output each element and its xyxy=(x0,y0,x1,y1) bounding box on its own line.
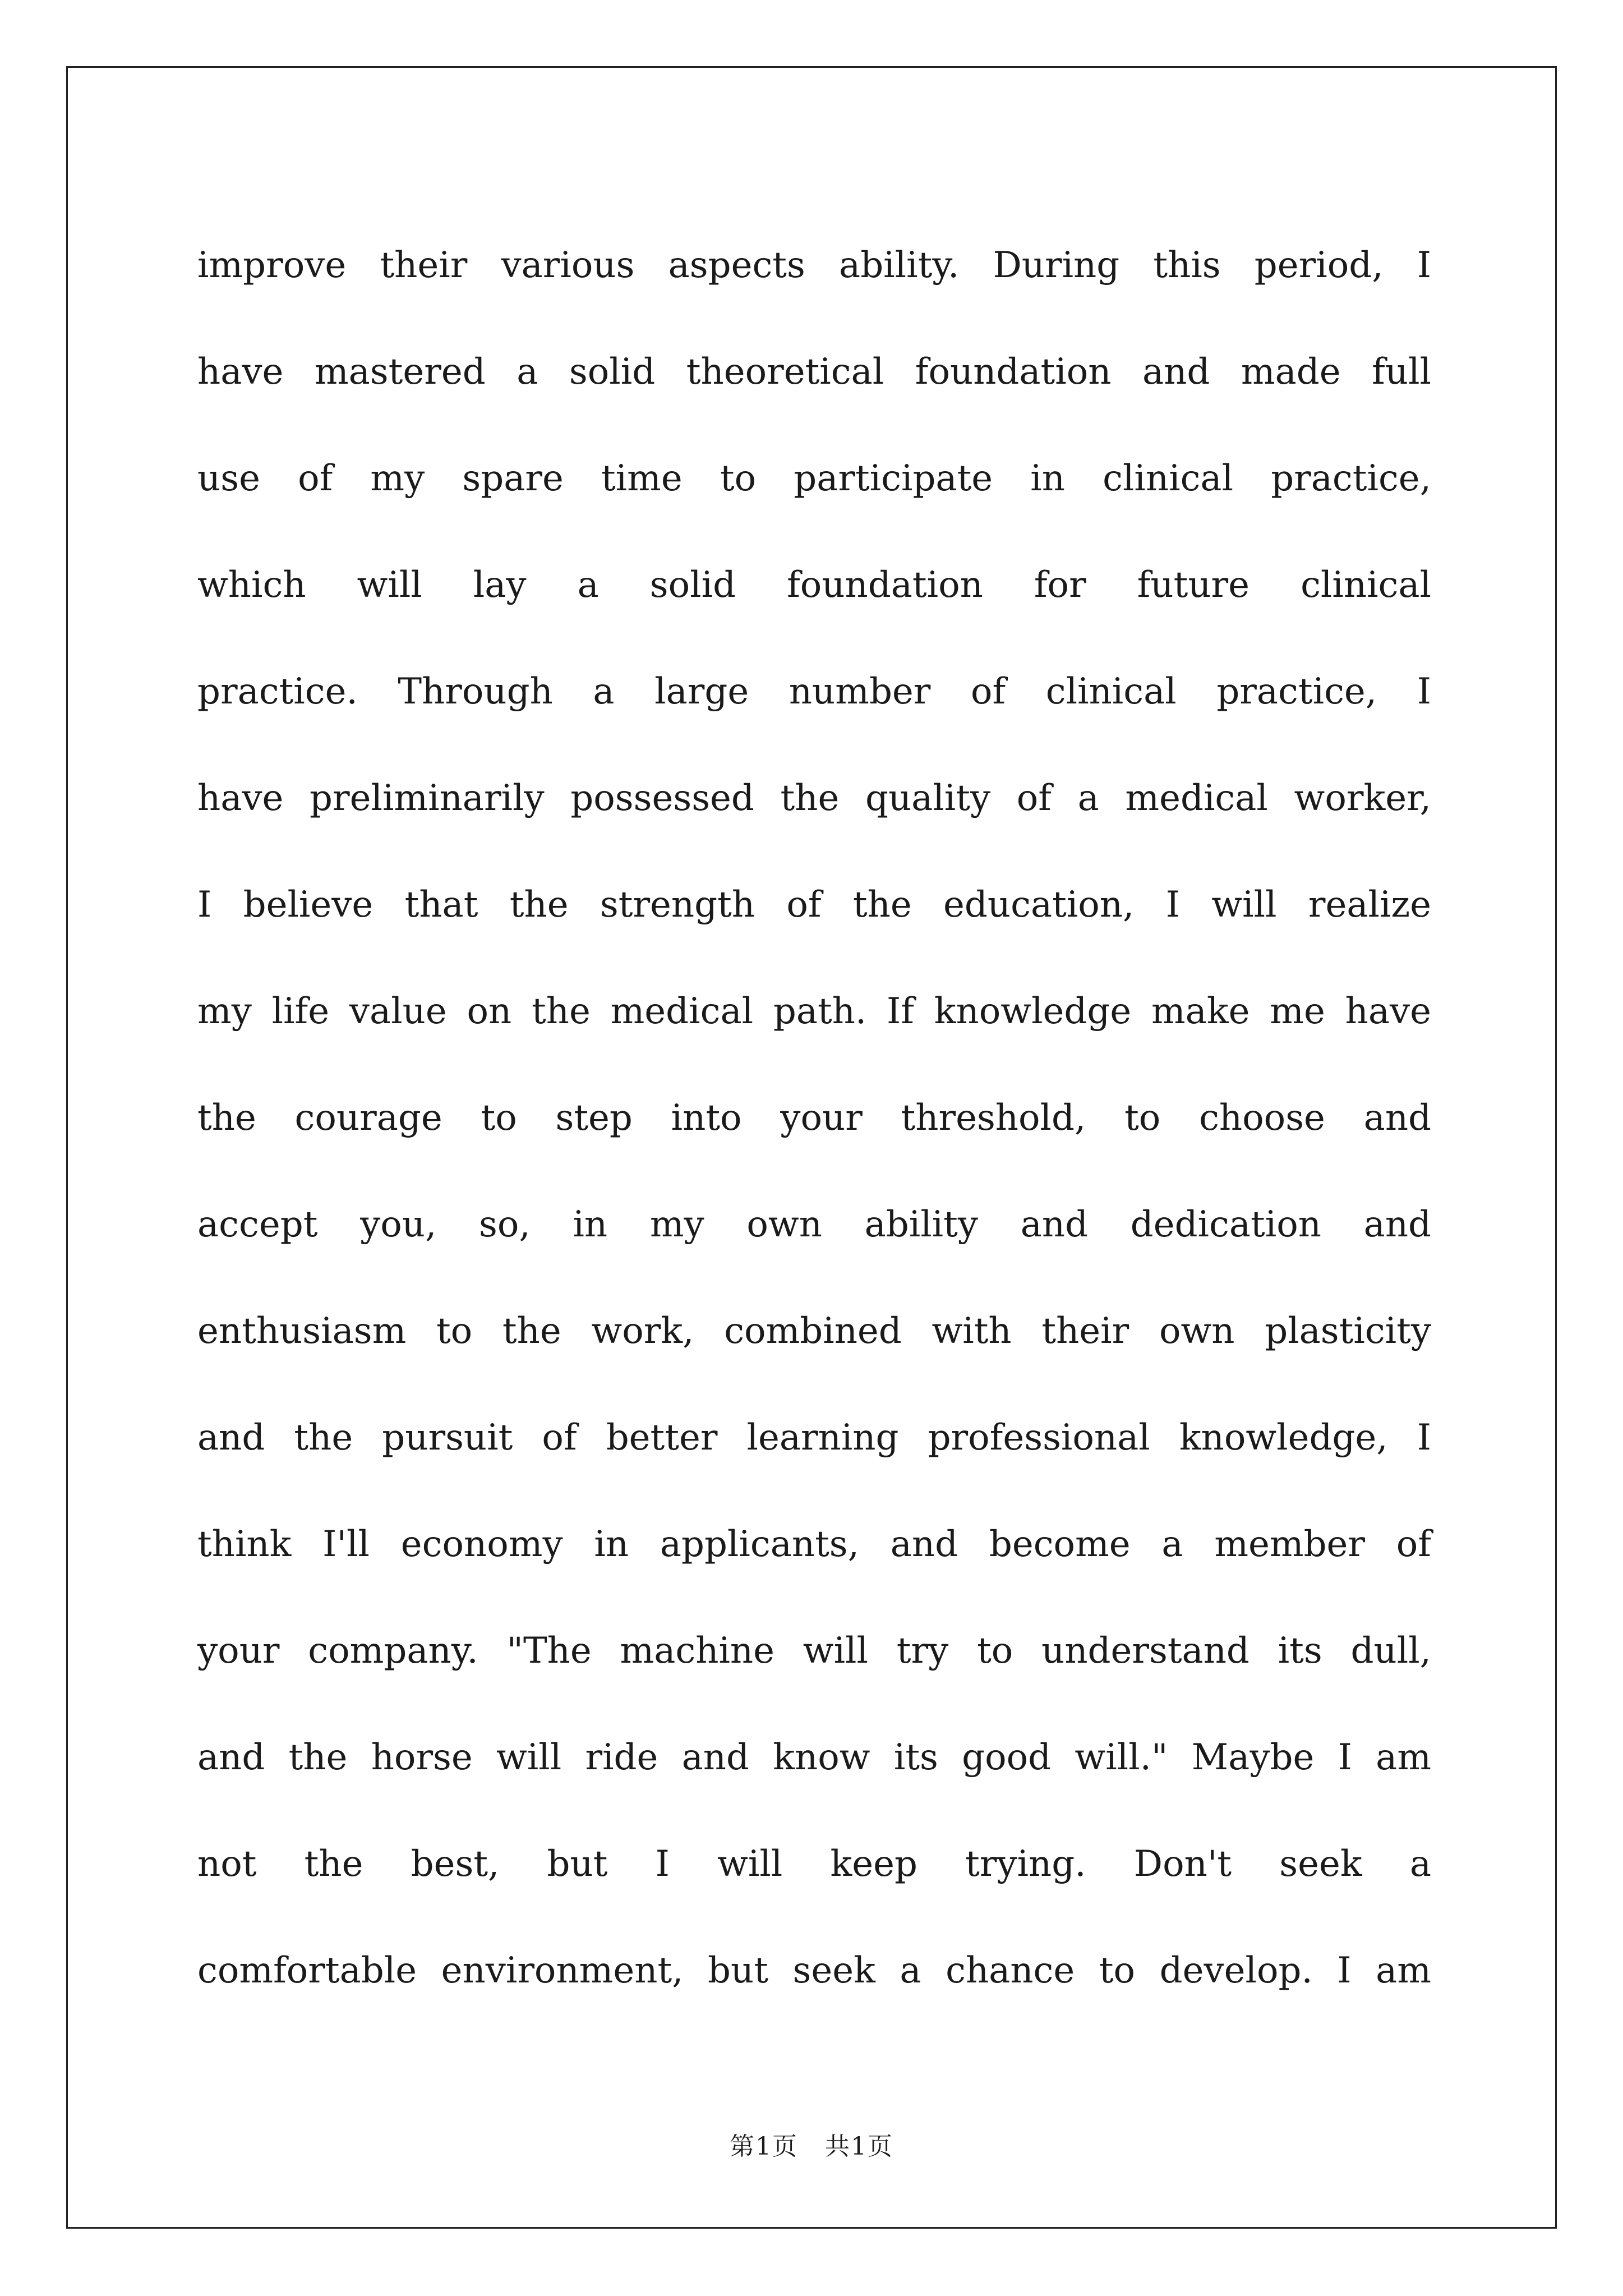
text-line: improve their various aspects ability. During this period, I xyxy=(197,245,1431,286)
text-line: not the best, but I will keep trying. Don't seek a xyxy=(197,1843,1431,1885)
text-line: your company. "The machine will try to understand its dull, xyxy=(197,1630,1431,1672)
text-line: and the pursuit of better learning professional knowledge, I xyxy=(197,1417,1431,1458)
text-line: I believe that the strength of the education, I will realize xyxy=(197,884,1431,926)
text-line: comfortable environment, but seek a chance to develop. I am xyxy=(197,1950,1431,1991)
document-body xyxy=(197,212,1431,2024)
text-line: use of my spare time to participate in clinical practice, xyxy=(197,458,1431,499)
text-line: and the horse will ride and know its good will." Maybe I am xyxy=(197,1737,1431,1778)
text-line: enthusiasm to the work, combined with their own plasticity xyxy=(197,1310,1431,1352)
page-number: 第1页 xyxy=(730,2132,799,2161)
text-line: which will lay a solid foundation for future clinical xyxy=(197,564,1431,606)
text-line: accept you, so, in my own ability and dedication and xyxy=(197,1204,1431,1245)
text-line: think I'll economy in applicants, and become a member of xyxy=(197,1524,1431,1565)
text-line: have mastered a solid theoretical foundation and made full xyxy=(197,351,1431,393)
text-line: practice. Through a large number of clinical practice, I xyxy=(197,671,1431,712)
text-line: my life value on the medical path. If knowledge make me have xyxy=(197,991,1431,1032)
footer-spacer xyxy=(798,2132,825,2161)
page-footer xyxy=(0,2126,1623,2162)
text-line: the courage to step into your threshold, to choose and xyxy=(197,1097,1431,1139)
text-line: have preliminarily possessed the quality of a medical worker, xyxy=(197,777,1431,819)
page-total: 共1页 xyxy=(824,2132,893,2161)
